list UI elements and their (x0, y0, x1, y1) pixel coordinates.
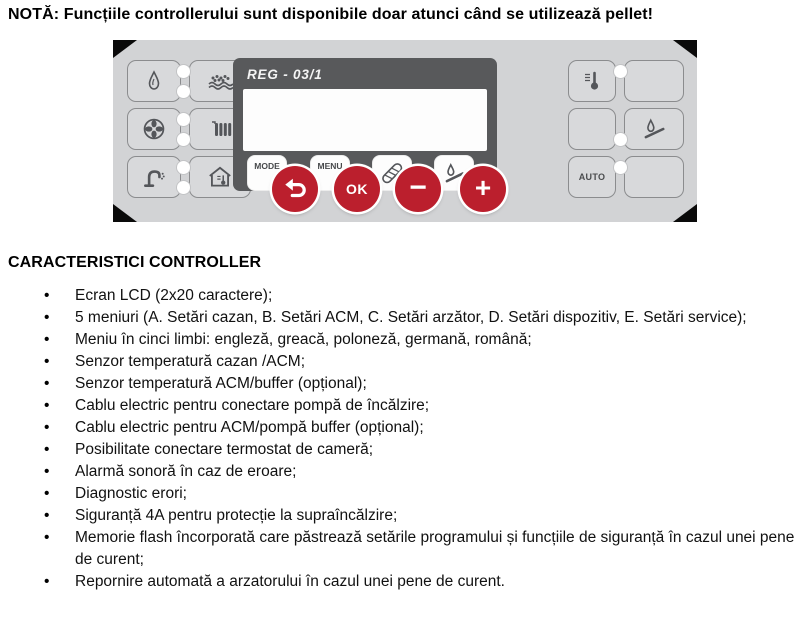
ok-button (334, 166, 380, 212)
list-item: • Posibilitate conectare termostat de cameră; (75, 439, 799, 461)
thermometer-icon (580, 68, 604, 94)
features-list (0, 285, 799, 593)
ok-button-label: OK (346, 181, 368, 197)
list-item: • Repornire automată a arzatorului în cazul unei pene de curent. (75, 571, 799, 593)
mode-button-label: MODE (254, 161, 280, 171)
photo-corner-bottom-left (113, 204, 137, 222)
minus-button (395, 166, 441, 212)
igniter-flame-icon (640, 116, 668, 142)
display-model-label: REG - 03/1 (247, 67, 323, 82)
blank-cell (624, 156, 684, 198)
indicator-row-burner-status (568, 108, 684, 152)
menu-button-label: MENU (317, 161, 343, 171)
faucet-icon (141, 164, 167, 190)
indicator-row-auto (568, 156, 684, 200)
led-indicator (177, 65, 190, 78)
list-item: • Ecran LCD (2x20 caractere); (75, 285, 799, 307)
blank-cell (624, 60, 684, 102)
note-text: NOTĂ: Funcțiile controllerului sunt disponibile doar atunci când se utilizează pellet! (8, 6, 654, 23)
fan-indicator (127, 108, 181, 150)
led-indicator (614, 161, 627, 174)
photo-corner-top-left (113, 40, 137, 58)
plus-button (460, 166, 506, 212)
auto-indicator (568, 156, 616, 198)
led-indicator (614, 133, 627, 146)
radiator-icon (207, 117, 233, 141)
list-item: • Cablu electric pentru conectare pompă de încălzire; (75, 395, 799, 417)
list-item: • Senzor temperatură cazan /ACM; (75, 351, 799, 373)
boiler-temp-indicator (568, 60, 616, 102)
back-button (272, 166, 318, 212)
lcd-screen (243, 89, 487, 151)
list-item: • Siguranță 4A pentru protecție la supraîncălzire; (75, 505, 799, 527)
fan-icon (141, 116, 167, 142)
section-heading: CARACTERISTICI CONTROLLER (8, 254, 262, 271)
pellets-icon (205, 69, 235, 93)
list-item: • Meniu în cinci limbi: engleză, greacă, poloneză, germană, română; (75, 329, 799, 351)
list-item: • Diagnostic erori; (75, 483, 799, 505)
plus-icon: + (474, 172, 492, 203)
list-item: • Cablu electric pentru ACM/pompă buffer (opțional); (75, 417, 799, 439)
list-item: • Alarmă sonoră în caz de eroare; (75, 461, 799, 483)
led-indicator (177, 113, 190, 126)
list-item: • Senzor temperatură ACM/buffer (opțional); (75, 373, 799, 395)
blank-cell (568, 108, 616, 150)
list-item: • 5 meniuri (A. Setări cazan, B. Setări ACM, C. Setări arzător, D. Setări dispozitiv, E. Setări service); (75, 307, 799, 329)
led-indicator (614, 65, 627, 78)
burner-indicator (127, 60, 181, 102)
right-indicator-grid (568, 60, 684, 204)
burner-status-indicator (624, 108, 684, 150)
dhw-indicator (127, 156, 181, 198)
led-indicator (177, 133, 190, 146)
photo-corner-top-right (673, 40, 697, 58)
back-icon (282, 177, 308, 201)
minus-icon: − (409, 170, 427, 204)
burner-flame-icon (142, 69, 166, 93)
auto-label: AUTO (578, 172, 606, 182)
led-indicator (177, 181, 190, 194)
controller-panel-figure (113, 40, 697, 222)
list-item: • Memorie flash încorporată care păstrează setările programului și funcțiile de siguranță în cazul unei pene de curent; (75, 527, 799, 571)
photo-corner-bottom-right (673, 204, 697, 222)
led-indicator (177, 85, 190, 98)
display-bezel (233, 58, 497, 204)
led-indicator (177, 161, 190, 174)
indicator-row-boiler-temp (568, 60, 684, 104)
house-thermostat-icon (206, 164, 234, 190)
